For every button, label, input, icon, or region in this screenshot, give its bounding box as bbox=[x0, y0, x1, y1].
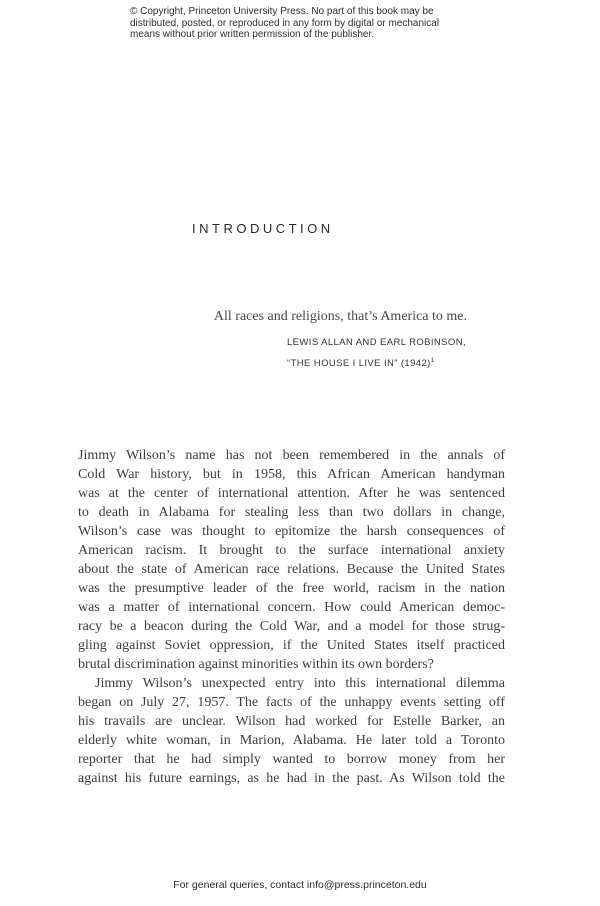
body-line: Wilson’s case was thought to epitomize the harsh consequences of bbox=[78, 524, 505, 539]
epigraph-source-text: “THE HOUSE I LIVE IN” (1942) bbox=[287, 358, 431, 369]
copyright-line: means without prior written permission of the publisher. bbox=[130, 29, 375, 40]
body-line: Jimmy Wilson’s name has not been remembered in the annals of bbox=[78, 448, 505, 463]
footnote-marker: 1 bbox=[430, 356, 435, 364]
body-line: racy be a beacon during the Cold War, and a model for those strug- bbox=[78, 619, 505, 634]
footer-queries: For general queries, contact info@press.princeton.edu bbox=[173, 879, 427, 891]
body-line: gling against Soviet oppression, if the United States itself practiced bbox=[78, 638, 505, 653]
epigraph-attribution-authors: LEWIS ALLAN AND EARL ROBINSON, bbox=[287, 337, 467, 348]
body-line: was the presumptive leader of the free world, racism in the nation bbox=[78, 581, 505, 596]
body-line: brutal discrimination against minorities within its own borders? bbox=[78, 657, 434, 672]
copyright-notice bbox=[130, 6, 490, 41]
body-line: Jimmy Wilson’s unexpected entry into this international dilemma bbox=[95, 676, 505, 691]
epigraph-attribution-source bbox=[287, 358, 435, 369]
copyright-line: distributed, posted, or reproduced in any form by digital or mechanical bbox=[130, 17, 440, 29]
body-line: was a matter of international concern. How could American democ- bbox=[78, 600, 505, 615]
copyright-line: © Copyright, Princeton University Press. No part of this book may be bbox=[130, 6, 434, 17]
body-line: American racism. It brought to the surface international anxiety bbox=[78, 543, 505, 558]
body-line: about the state of American race relations. Because the United States bbox=[78, 562, 505, 577]
body-line: Cold War history, but in 1958, this African American handyman bbox=[78, 467, 505, 482]
body-text bbox=[78, 446, 505, 788]
body-line: elderly white woman, in Marion, Alabama. He later told a Toronto bbox=[78, 733, 505, 748]
body-line: his travails are unclear. Wilson had worked for Estelle Barker, an bbox=[78, 714, 505, 729]
body-line: reporter that he had simply wanted to borrow money from her bbox=[78, 752, 505, 767]
body-line: was at the center of international attention. After he was sentenced bbox=[78, 486, 505, 501]
body-line: to death in Alabama for stealing less than two dollars in change, bbox=[78, 505, 505, 520]
chapter-heading: INTRODUCTION bbox=[192, 221, 334, 236]
body-line: against his future earnings, as he had in the past. As Wilson told the bbox=[78, 771, 505, 786]
epigraph-quote: All races and religions, that’s America to me. bbox=[213, 309, 467, 324]
body-line: began on July 27, 1957. The facts of the unhappy events setting off bbox=[78, 695, 505, 710]
